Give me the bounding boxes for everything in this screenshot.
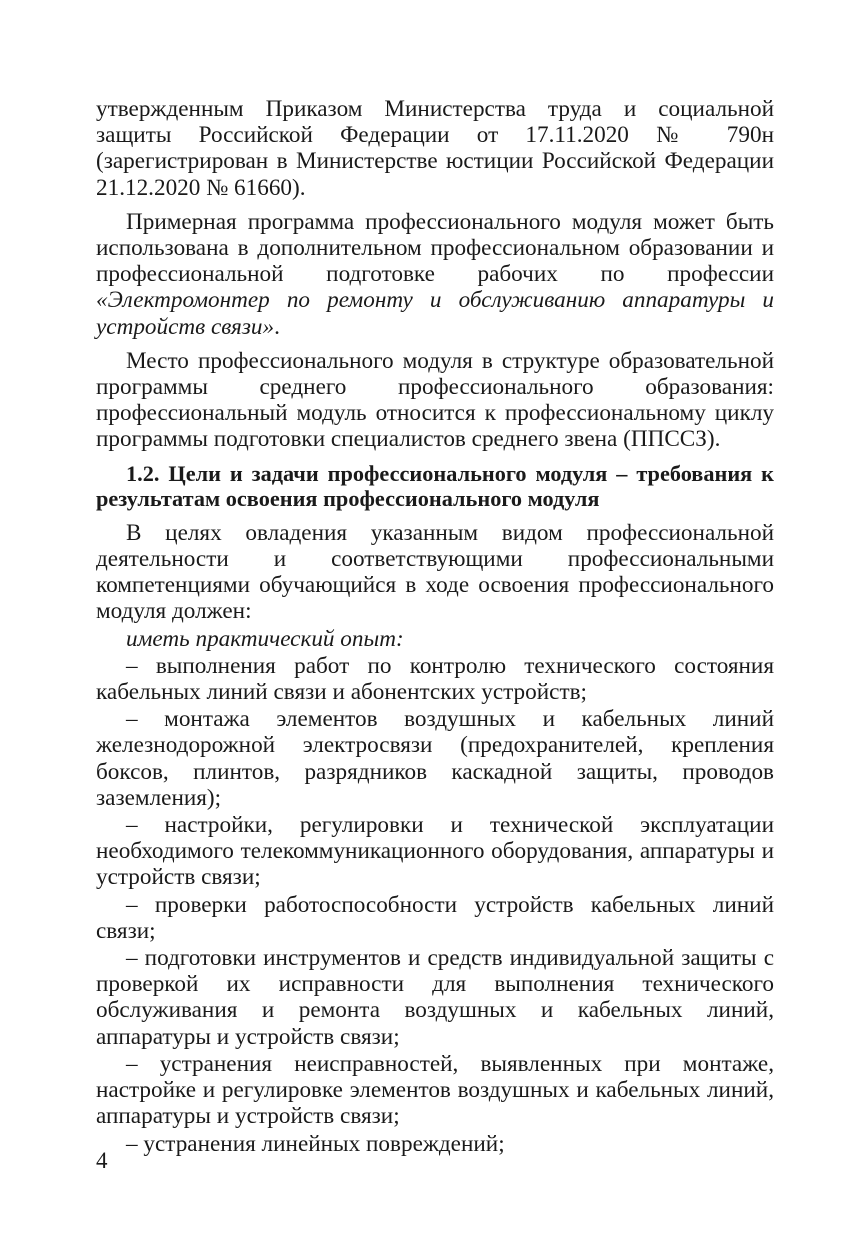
paragraph-program-usage <box>96 209 774 340</box>
practical-experience-subheading: иметь практический опыт: <box>126 625 404 652</box>
list-item: – устранения линейных повреждений; <box>126 1130 505 1157</box>
list-item: – настройки, регулировки и технической эксплуатации необходимого телекоммуникационного оборудования, аппаратуры и устройств связи; <box>96 812 774 891</box>
paragraph-order-reference: утвержденным Приказом Министерства труда и социальной защиты Российской Федерации от 17.11.2020 № 790н (зарегистрирован в Министерстве юстиции Российской Федерации 21.12.2020 № 61660). <box>96 96 774 201</box>
paragraph-module-place: Место профессионального модуля в структуре образовательной программы среднего профессионального образования: профессиональный модуль относится к профессиональному циклу программы подготовки специалистов среднего звена (ППССЗ). <box>96 347 774 453</box>
list-item: – подготовки инструментов и средств индивидуальной защиты с проверкой их исправности для выполнения технического обслуживания и ремонта воздушных и кабельных линий, аппаратуры и устройств связи; <box>96 945 774 1050</box>
program-usage-end: . <box>274 313 280 340</box>
list-item: – монтажа элементов воздушных и кабельных линий железнодорожной электросвязи (предохранителей, крепления боксов, плинтов, разрядников каскадной защиты, проводов заземления); <box>96 706 774 811</box>
program-usage-text: Примерная программа профессионального модуля может быть использована в дополнительном профессиональном образовании и профессиональной подготовке рабочих по профессии <box>96 208 774 288</box>
list-item: – выполнения работ по контролю технического состояния кабельных линий связи и абонентских устройств; <box>96 652 774 706</box>
profession-name: «Электромонтер по ремонту и обслуживанию аппаратуры и устройств связи» <box>96 287 774 340</box>
page-number: 4 <box>96 1148 108 1173</box>
section-heading: 1.2. Цели и задачи профессионального модуля – требования к результатам освоения профессионального модуля <box>96 460 774 512</box>
page-body <box>96 96 774 1157</box>
list-item: – устранения неисправностей, выявленных при монтаже, настройке и регулировке элементов воздушных и кабельных линий, аппаратуры и устройств связи; <box>96 1050 774 1130</box>
section-intro: В целях овладения указанным видом профессиональной деятельности и соответствующими профессиональными компетенциями обучающийся в ходе освоения профессионального модуля должен: <box>96 519 774 625</box>
list-item: – проверки работоспособности устройств кабельных линий связи; <box>96 891 774 944</box>
